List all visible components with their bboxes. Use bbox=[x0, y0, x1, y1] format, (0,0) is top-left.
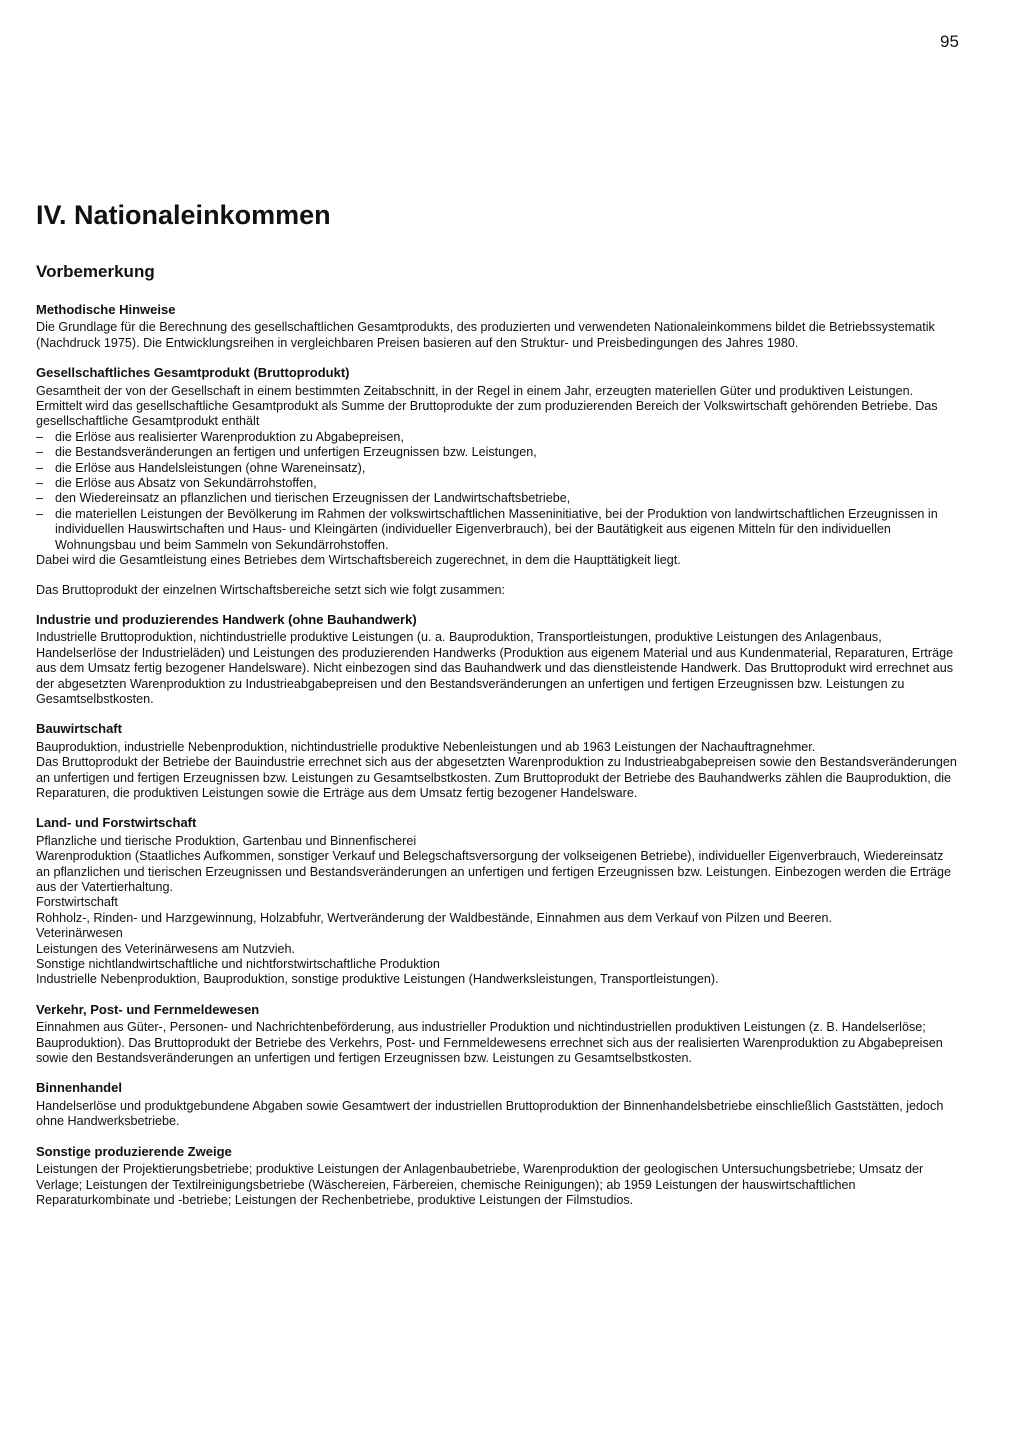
paragraph-binnenhandel: Handelserlöse und produktgebundene Abgaben sowie Gesamtwert der industriellen Bruttoproduktion der Binnenhandelsbetriebe einschließlich Gaststätten, jedoch ohne Handwerksbetriebe. bbox=[36, 1098, 944, 1129]
heading-binnenhandel: Binnenhandel bbox=[36, 1080, 122, 1096]
section-verkehr bbox=[36, 1002, 960, 1067]
paragraph-bruttoprodukt-lead: Das Bruttoprodukt der einzelnen Wirtschaftsbereiche setzt sich wie folgt zusammen: bbox=[36, 582, 505, 597]
paragraph-bauwirtschaft-1: Bauproduktion, industrielle Nebenproduktion, nichtindustrielle produktive Nebenleistungen und ab 1963 Leistungen der Nachauftragnehmer. bbox=[36, 739, 816, 754]
subheading-veterinaerwesen: Veterinärwesen bbox=[36, 926, 123, 941]
section-methodische-hinweise bbox=[36, 302, 960, 351]
list-item: – die materiellen Leistungen der Bevölkerung im Rahmen der volkswirtschaftlichen Masseninitiative, bei der Produktion von landwirtschaftlichen Erzeugnissen in individuellen Hauswirtschaften und Haus- und Kleingärten (individueller Eigenverbrauch), bei der Bautätigkeit aus eigenen Mitteln für den individuellen Wohnungsbau und beim Sammeln von Sekundärrohstoffen. bbox=[36, 507, 960, 553]
subheading-pflanzliche-produktion: Pflanzliche und tierische Produktion, Gartenbau und Binnenfischerei bbox=[36, 833, 417, 848]
heading-bauwirtschaft: Bauwirtschaft bbox=[36, 721, 122, 737]
text-sonstige-produktion: Industrielle Nebenproduktion, Bauproduktion, sonstige produktive Leistungen (Handwerksleistungen, Transportleistungen). bbox=[36, 972, 719, 987]
text-forstwirtschaft: Rohholz-, Rinden- und Harzgewinnung, Holzabfuhr, Wertveränderung der Waldbestände, Einnahmen aus dem Verkauf von Pilzen und Beeren. bbox=[36, 910, 832, 925]
list-item: – die Erlöse aus realisierter Warenproduktion zu Abgabepreisen, bbox=[36, 430, 960, 445]
page-number: 95 bbox=[940, 32, 959, 51]
section-bruttoprodukt-lead bbox=[36, 583, 960, 598]
section-bauwirtschaft bbox=[36, 721, 960, 801]
list-item: – die Bestandsveränderungen an fertigen und unfertigen Erzeugnissen bzw. Leistungen, bbox=[36, 445, 960, 460]
subheading-sonstige-produktion: Sonstige nichtlandwirtschaftliche und nichtforstwirtschaftliche Produktion bbox=[36, 957, 440, 972]
document-body bbox=[36, 302, 960, 1222]
heading-gesamtprodukt: Gesellschaftliches Gesamtprodukt (Bruttoprodukt) bbox=[36, 365, 350, 381]
section-land-forstwirtschaft bbox=[36, 815, 960, 987]
paragraph-industrie: Industrielle Bruttoproduktion, nichtindustrielle produktive Leistungen (u. a. Bauproduktion, Transportleistungen, produktive Leistungen des Anlagenbaus, Handelserlöse der Industrieläden) und Leistungen des produzierenden Handwerks (Produktion aus eigenem Material und aus Kundenmaterial, Reparaturen, Erträge aus dem Umsatz fertig bezogener Handelsware). Nicht einbezogen sind das Bauhandwerk und das dienstleistende Handwerk. Das Bruttoprodukt wird errechnet aus der abgesetzten Warenproduktion zu Industrieabgabepreisen und den Bestandsveränderungen an unfertigen und fertigen Erzeugnissen bzw. Leistungen zu Gesamtselbstkosten. bbox=[36, 630, 954, 706]
section-sonstige-zweige bbox=[36, 1144, 960, 1209]
chapter-title: IV. Nationaleinkommen bbox=[36, 200, 331, 230]
list-item: – die Erlöse aus Handelsleistungen (ohne Wareneinsatz), bbox=[36, 461, 960, 476]
heading-methodische-hinweise: Methodische Hinweise bbox=[36, 302, 176, 317]
list-item: – den Wiedereinsatz an pflanzlichen und tierischen Erzeugnissen der Landwirtschaftsbetriebe, bbox=[36, 491, 960, 506]
section-industrie bbox=[36, 612, 960, 707]
section-gesamtprodukt bbox=[36, 365, 960, 568]
list-gesamtprodukt-items bbox=[36, 430, 960, 553]
text-pflanzliche-produktion: Warenproduktion (Staatliches Aufkommen, sonstiger Verkauf und Belegschaftsversorgung der volkseigenen Betriebe), individueller Eigenverbrauch, Wiedereinsatz an pflanzlichen und tierischen Erzeugnissen und Bestandsveränderungen an unfertigen und fertigen Erzeugnissen bzw. Leistungen. Einbezogen werden die Erträge aus der Vatertierhaltung. bbox=[36, 849, 952, 894]
paragraph-gesamtprodukt-closing: Dabei wird die Gesamtleistung eines Betriebes dem Wirtschaftsbereich zugerechnet, in dem die Haupttätigkeit liegt. bbox=[36, 553, 681, 568]
paragraph-gesamtprodukt-intro: Gesamtheit der von der Gesellschaft in einem bestimmten Zeitabschnitt, in der Regel in einem Jahr, erzeugten materiellen Güter und produktiven Leistungen. Ermittelt wird das gesellschaftliche Gesamtprodukt als Summe der Bruttoprodukte der zum produzierenden Bereich der Volkswirtschaft gehörenden Betriebe. Das gesellschaftliche Gesamtprodukt enthält bbox=[36, 383, 938, 429]
paragraph-verkehr: Einnahmen aus Güter-, Personen- und Nachrichtenbeförderung, aus industrieller Produktion und nichtindustriellen produktiven Leistungen (z. B. Handelserlöse; Bauproduktion). Das Bruttoprodukt der Betriebe des Verkehrs, Post- und Fernmeldewesens errechnet sich aus der realisierten Warenproduktion zu Abgabepreisen sowie den Bestandsveränderungen an unfertigen und fertigen Erzeugnissen bzw. Leistungen zu Gesamtselbstkosten. bbox=[36, 1020, 943, 1066]
heading-industrie: Industrie und produzierendes Handwerk (ohne Bauhandwerk) bbox=[36, 611, 417, 627]
heading-land-forstwirtschaft: Land- und Forstwirtschaft bbox=[36, 815, 197, 831]
section-binnenhandel bbox=[36, 1080, 960, 1129]
paragraph-sonstige-zweige: Leistungen der Projektierungsbetriebe; produktive Leistungen der Anlagenbaubetriebe, Warenproduktion der geologischen Untersuchungsbetriebe; Umsatz der Verlage; Leistungen der Textilreinigungsbetriebe (Wäschereien, Färbereien, chemische Reinigungen); ab 1959 Leistungen der hauswirtschaftlichen Reparaturkombinate und -betriebe; Leistungen der Rechenbetriebe, produktive Leistungen der Filmstudios. bbox=[36, 1162, 924, 1207]
subheading-forstwirtschaft: Forstwirtschaft bbox=[36, 895, 118, 910]
section-title: Vorbemerkung bbox=[36, 262, 155, 281]
paragraph-bauwirtschaft-2: Das Bruttoprodukt der Betriebe der Bauindustrie errechnet sich aus der abgesetzten Warenproduktion zu Industrieabgabepreisen sowie den Bestandsveränderungen an unfertigen und fertigen Erzeugnissen bzw. Leistungen zu Gesamtselbstkosten. Zum Bruttoprodukt der Betriebe des Bauhandwerks zählen die Bauproduktion, die Reparaturen, die produktiven Leistungen sowie die Erträge aus dem Umsatz fertig bezogener Handelsware. bbox=[36, 755, 957, 800]
paragraph-methodische-hinweise: Die Grundlage für die Berechnung des gesellschaftlichen Gesamtprodukts, des produzierten und verwendeten Nationaleinkommens bildet die Betriebssystematik (Nachdruck 1975). Die Entwicklungsreihen in vergleichbaren Preisen basieren auf den Struktur- und Preisbedingungen des Jahres 1980. bbox=[36, 320, 935, 350]
heading-verkehr: Verkehr, Post- und Fernmeldewesen bbox=[36, 1001, 260, 1017]
list-item: – die Erlöse aus Absatz von Sekundärrohstoffen, bbox=[36, 476, 960, 491]
heading-sonstige-zweige: Sonstige produzierende Zweige bbox=[36, 1143, 232, 1159]
text-veterinaerwesen: Leistungen des Veterinärwesens am Nutzvieh. bbox=[36, 941, 296, 956]
